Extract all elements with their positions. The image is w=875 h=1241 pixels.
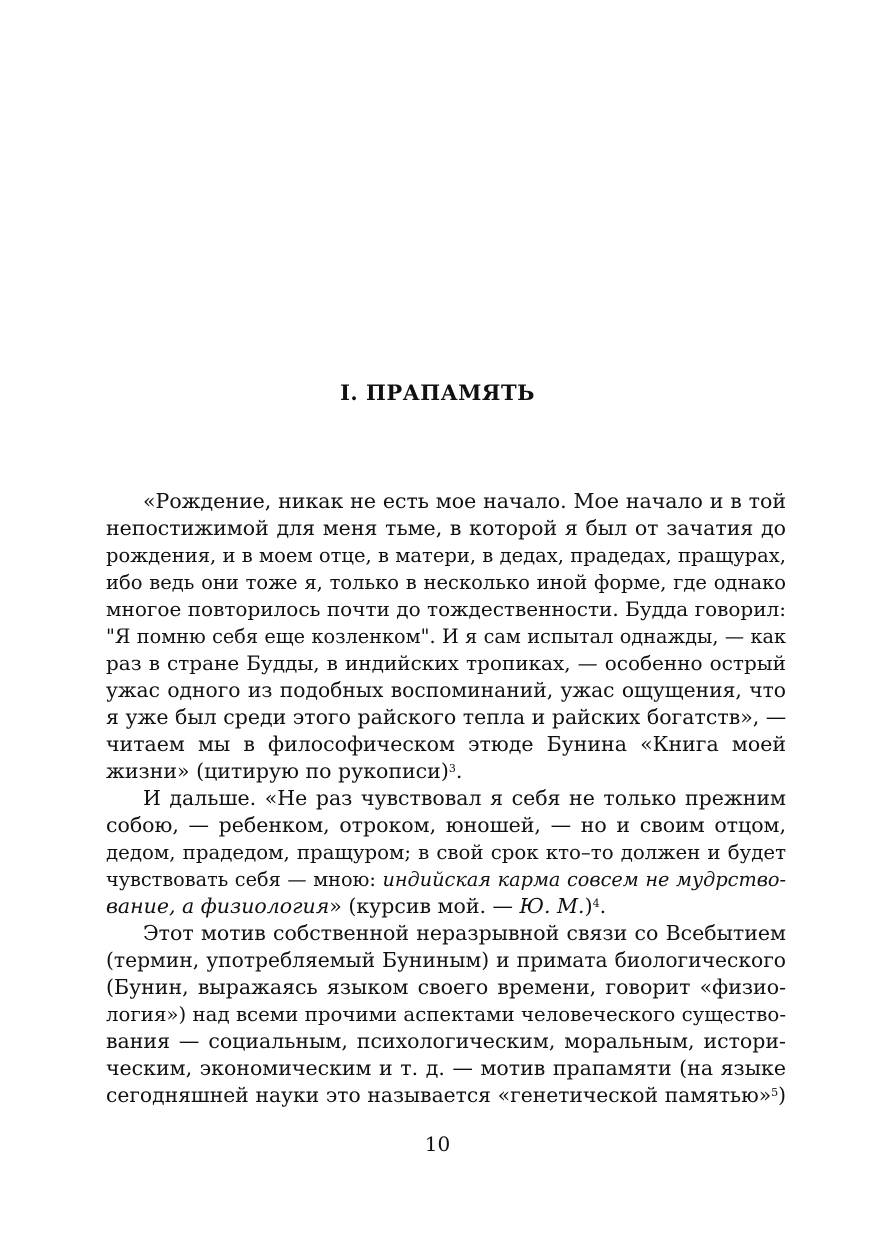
text-run: (термин, употребляемый Буниным) и примата биологического bbox=[106, 948, 786, 972]
text-line bbox=[106, 596, 786, 623]
paragraph-2 bbox=[106, 785, 786, 920]
footnote-marker: 3 bbox=[448, 762, 456, 775]
text-line bbox=[106, 488, 786, 515]
text-run: "Я помню себя еще козленком". И я сам испытал однажды, — как bbox=[106, 625, 786, 648]
paragraph-1 bbox=[106, 488, 786, 785]
text-run: ) bbox=[778, 1083, 786, 1107]
text-line bbox=[106, 1001, 786, 1028]
text-run: Этот мотив собственной неразрывной связи со Всебытием bbox=[143, 921, 786, 945]
italic-run: Ю. М. bbox=[519, 894, 585, 918]
text-run: » (курсив мой. — bbox=[329, 894, 520, 918]
text-run: чувствовать себя — мною: bbox=[106, 868, 383, 891]
chapter-title: I. ПРАПАМЯТЬ bbox=[340, 380, 535, 405]
text-run: раз в стране Будды, в индийских тропиках, — особенно острый bbox=[106, 651, 786, 675]
text-run: ческим, экономическим и т. д. — мотив прапамяти (на языке bbox=[106, 1056, 786, 1080]
page-number: 10 bbox=[424, 1132, 451, 1156]
text-run: я уже был среди этого райского тепла и райских богатств», — bbox=[106, 705, 787, 729]
text-run: жизни» (цитирую по рукописи) bbox=[106, 759, 449, 783]
text-line bbox=[106, 839, 786, 866]
text-run: ) bbox=[584, 894, 593, 918]
text-run: И дальше. «Не раз чувствовал я себя не только прежним bbox=[143, 786, 786, 810]
text-run: сегодняшней науки это называется «генетической памятью» bbox=[106, 1083, 772, 1107]
footnote-marker: 5 bbox=[771, 1086, 779, 1099]
text-line bbox=[106, 704, 786, 731]
text-line bbox=[106, 758, 786, 785]
text-run: ужас одного из подобных воспоминаний, ужас ощущения, что bbox=[106, 678, 786, 702]
text-run: логия») над всеми прочими аспектами человеческого существо- bbox=[106, 1003, 786, 1026]
italic-run: вание, а физиология bbox=[106, 894, 330, 918]
italic-run: индийская карма совсем не мудрство- bbox=[382, 868, 787, 891]
text-run: . bbox=[599, 894, 607, 918]
text-line bbox=[106, 893, 786, 920]
text-line bbox=[106, 947, 786, 974]
text-line bbox=[106, 515, 786, 542]
text-line bbox=[106, 623, 786, 650]
text-line bbox=[106, 731, 786, 758]
text-line bbox=[106, 1055, 786, 1082]
text-line bbox=[106, 974, 786, 1001]
text-run: ибо ведь они тоже я, только в несколько иной форме, где однако bbox=[106, 571, 786, 594]
text-line bbox=[106, 1028, 786, 1055]
body-text bbox=[106, 488, 786, 1109]
text-run: многое повторилось почти до тождественности. Будда говорил: bbox=[106, 597, 786, 621]
text-line bbox=[106, 677, 786, 704]
text-run: читаем мы в философическом этюде Бунина «Книга моей bbox=[106, 732, 786, 756]
paragraph-3 bbox=[106, 920, 786, 1109]
text-run: вания — социальным, психологическим, моральным, истори- bbox=[106, 1029, 786, 1053]
text-line bbox=[106, 1082, 786, 1109]
text-run: . bbox=[455, 759, 463, 783]
text-run: собою, — ребенком, отроком, юношей, — но и своим отцом, bbox=[106, 813, 786, 837]
text-line bbox=[106, 650, 786, 677]
text-line bbox=[106, 785, 786, 812]
text-line bbox=[106, 542, 786, 569]
text-line bbox=[106, 569, 786, 596]
footnote-marker: 4 bbox=[592, 897, 600, 910]
text-run: непостижимой для меня тьме, в которой я был от зачатия до bbox=[106, 516, 786, 540]
text-run: дедом, прадедом, пращуром; в свой срок кто–то должен и будет bbox=[106, 841, 786, 864]
text-line bbox=[106, 812, 786, 839]
text-line bbox=[106, 866, 786, 893]
text-line bbox=[106, 920, 786, 947]
text-run: (Бунин, выражаясь языком своего времени, говорит «физио- bbox=[106, 975, 786, 999]
text-run: рождения, и в моем отце, в матери, в дедах, прадедах, пращурах, bbox=[106, 544, 786, 567]
text-run: «Рождение, никак не есть мое начало. Мое начало и в той bbox=[143, 489, 786, 513]
